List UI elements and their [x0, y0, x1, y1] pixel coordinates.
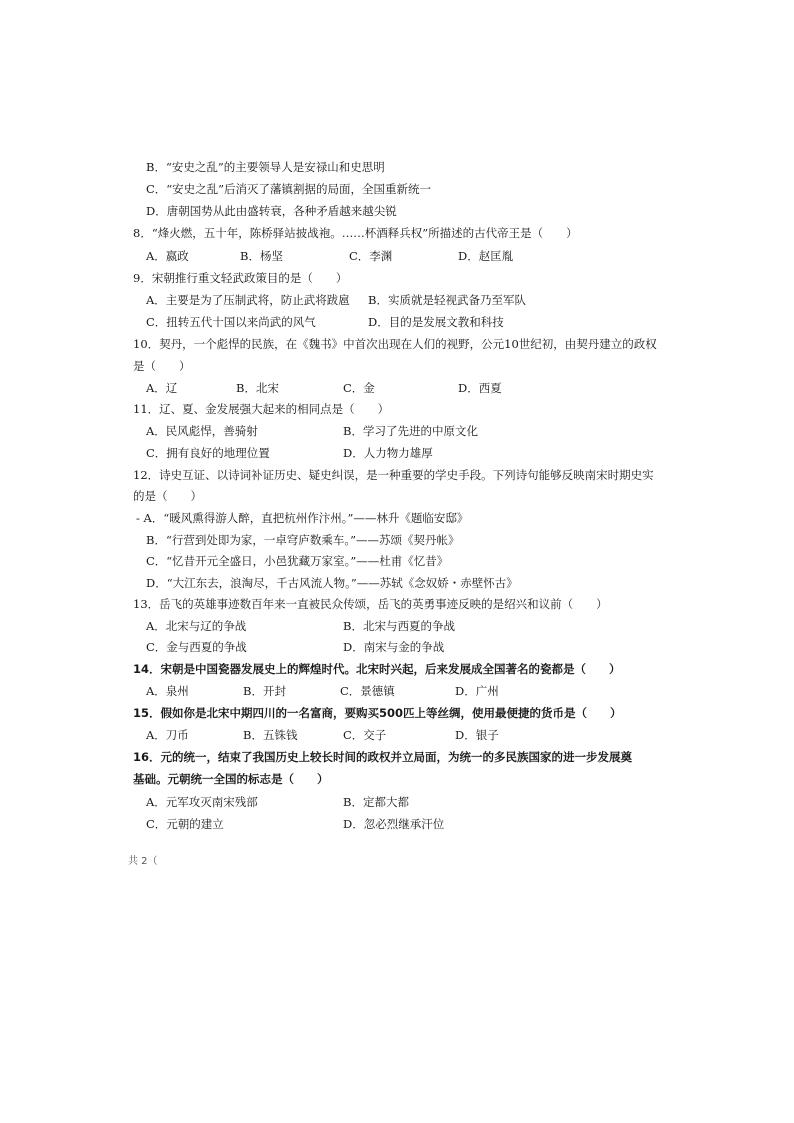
q8-option-d: D．赵匡胤	[458, 249, 514, 263]
q9-option-a: A．主要是为了压制武将，防止武将跋扈	[146, 293, 350, 307]
q7-option-b: B．“安史之乱”的主要领导人是安禄山和史思明	[146, 160, 385, 174]
q15-option-c: C．交子	[343, 728, 387, 742]
q14-stem: 14．宋朝是中国瓷器发展史上的辉煌时代。北宋时兴起，后来发展成全国著名的瓷都是（ ）	[133, 662, 621, 676]
q11-stem: 11．辽、夏、金发展强大起来的相同点是（ ）	[133, 402, 390, 416]
q11-option-a: A．民风彪悍，善骑射	[146, 424, 258, 438]
q14-option-d: D．广州	[455, 684, 499, 698]
q11-option-c: C．拥有良好的地理位置	[146, 446, 270, 460]
q12-option-b: B．“行营到处即为家，一卓穹庐数乘车。”——苏颂《契丹帐》	[146, 533, 460, 547]
q9-option-c: C．扭转五代十国以来尚武的风气	[146, 315, 316, 329]
q15-option-a: A．刀币	[146, 728, 189, 742]
q16-stem-line1: 16．元的统一，结束了我国历史上较长时间的政权并立局面，为统一的多民族国家的进一步发展奠	[133, 750, 632, 764]
q9-option-b: B．实质就是轻视武备乃至军队	[368, 293, 526, 307]
q9-stem: 9．宋朝推行重文轻武政策目的是（ ）	[133, 271, 348, 285]
page-footer: 共 2（	[128, 856, 158, 867]
q16-option-c: C．元朝的建立	[146, 817, 224, 831]
q14-option-c: C．景德镇	[340, 684, 395, 698]
q10-option-b: B．北宋	[236, 381, 279, 395]
q13-option-d: D．南宋与金的争战	[343, 640, 445, 654]
q12-stem-line2: 的是（ ）	[133, 489, 202, 503]
q12-stem-line1: 12．诗史互证、以诗词补证历史、疑史纠误，是一种重要的学史手段。下列诗句能够反映南宋时期史实	[133, 468, 654, 482]
q16-stem-line2: 基础。元朝统一全国的标志是（ ）	[133, 772, 329, 786]
q12-option-d: D．“大江东去，浪淘尽，千古风流人物。”——苏轼《念奴娇・赤壁怀古》	[146, 576, 518, 590]
q13-option-c: C．金与西夏的争战	[146, 640, 247, 654]
q12-option-c: C．“忆昔开元全盛日，小邑犹藏万家室。”——杜甫《忆昔》	[146, 554, 449, 568]
q10-stem-line1: 10．契丹，一个彪悍的民族，在《魏书》中首次出现在人们的视野，公元10世纪初，由契丹建立的政权	[133, 337, 657, 351]
q10-option-a: A．辽	[146, 381, 178, 395]
q7-option-d: D．唐朝国势从此由盛转衰，各种矛盾越来越尖锐	[146, 204, 397, 218]
q15-option-b: B．五铢钱	[243, 728, 298, 742]
q15-option-d: D．银子	[455, 728, 499, 742]
q11-option-b: B．学习了先进的中原文化	[343, 424, 478, 438]
q16-option-d: D．忽必烈继承汗位	[343, 817, 445, 831]
q10-option-d: D．西夏	[458, 381, 502, 395]
q12-option-a: - A．“暖风熏得游人醉，直把杭州作汴州。”——林升《题临安邸》	[136, 511, 469, 525]
q8-stem: 8．“烽火燃，五十年，陈桥驿站披战袍。……杯酒释兵权”所描述的古代帝王是（ ）	[133, 226, 578, 240]
q13-option-b: B．北宋与西夏的争战	[343, 619, 455, 633]
q13-stem: 13．岳飞的英雄事迹数百年来一直被民众传颂，岳飞的英勇事迹反映的是绍兴和议前（ ）	[133, 597, 608, 611]
q9-option-d: D．目的是发展文教和科技	[368, 315, 504, 329]
q13-option-a: A．北宋与辽的争战	[146, 619, 247, 633]
q11-option-d: D．人力物力雄厚	[343, 446, 433, 460]
q10-stem-line2: 是（ ）	[133, 359, 191, 373]
q7-option-c: C．“安史之乱”后消灭了藩镇割据的局面，全国重新统一	[146, 182, 432, 196]
q8-option-c: C．李渊	[349, 249, 393, 263]
q15-stem: 15．假如你是北宋中期四川的一名富商，要购买500匹上等丝绸，使用最便捷的货币是（ ）	[133, 706, 622, 720]
q8-option-b: B．杨坚	[240, 249, 283, 263]
q16-option-b: B．定都大都	[343, 795, 409, 809]
q16-option-a: A．元军攻灭南宋残部	[146, 795, 258, 809]
q14-option-b: B．开封	[243, 684, 286, 698]
q14-option-a: A．泉州	[146, 684, 189, 698]
q10-option-c: C．金	[343, 381, 375, 395]
q8-option-a: A．嬴政	[146, 249, 189, 263]
